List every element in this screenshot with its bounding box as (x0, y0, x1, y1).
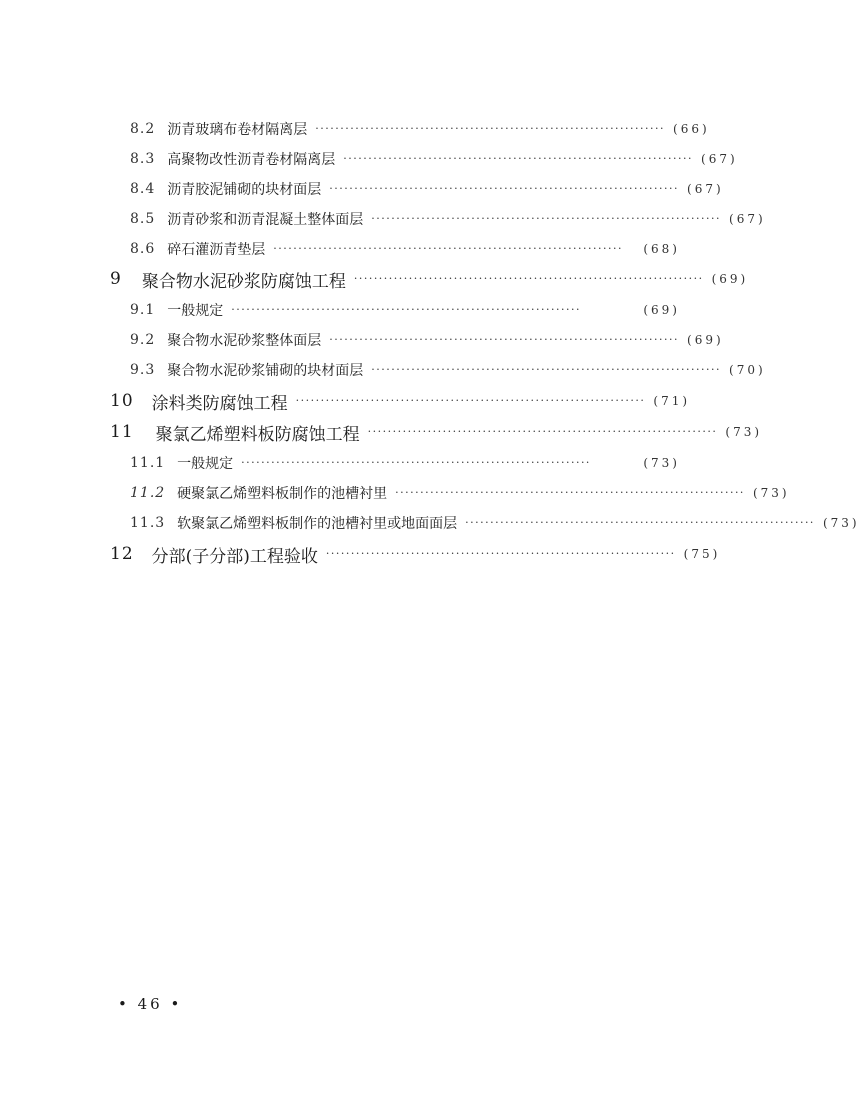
toc-entry-title: 沥青砂浆和沥青混凝土整体面层 (167, 212, 364, 228)
toc-entry-title: 聚合物水泥砂浆整体面层 (167, 333, 322, 349)
toc-entry-title: 聚氯乙烯塑料板防腐蚀工程 (155, 424, 360, 445)
toc-entry-page: (73) (752, 486, 790, 500)
leader-dots: ······································································ (329, 182, 680, 195)
leader-dots: ······································································ (343, 152, 694, 165)
leader-dots: ······································································ (241, 456, 591, 469)
toc-entry-title: 一般规定 (167, 303, 224, 319)
toc-entry-page: (69) (643, 303, 680, 317)
leader-dots: ······································································ (371, 363, 722, 376)
toc-entry-page: (69) (687, 333, 724, 347)
toc-entry-page: (70) (729, 363, 766, 377)
toc-entry-8-2[interactable] (0, 117, 754, 141)
toc-entry-11-3[interactable] (0, 511, 860, 535)
toc-entry-12[interactable] (0, 542, 754, 566)
toc-entry-number: 11.1 (130, 455, 166, 471)
toc-entry-number: 11.2 (130, 485, 166, 501)
toc-entry-10[interactable] (0, 389, 754, 413)
toc-entry-number: 8.2 (130, 121, 156, 137)
toc-entry-number: 11.3 (130, 515, 166, 531)
toc-entry-title: 高聚物改性沥青卷材隔离层 (167, 152, 336, 168)
toc-entry-page: (68) (643, 242, 680, 256)
toc-entry-page: (71) (653, 394, 691, 408)
leader-dots: ······································································ (465, 516, 815, 529)
leader-dots: ······································································ (367, 425, 718, 438)
toc-entry-title: 软聚氯乙烯塑料板制作的池槽衬里或地面面层 (177, 516, 458, 532)
toc-entry-number: 9.1 (130, 302, 156, 318)
leader-dots: ······································································ (325, 547, 676, 560)
leader-dots: ······································································ (371, 212, 722, 225)
toc-entry-9-2[interactable] (0, 328, 754, 352)
toc-entry-title: 聚合物水泥砂浆防腐蚀工程 (141, 271, 346, 292)
toc-entry-11-2[interactable] (0, 481, 790, 505)
toc-entry-number: 9.2 (130, 332, 156, 348)
leader-dots: ······································································ (315, 122, 666, 135)
toc-entry-page: (67) (687, 182, 724, 196)
toc-entry-11[interactable] (0, 420, 763, 445)
toc-entry-title: 沥青玻璃布卷材隔离层 (167, 122, 308, 138)
toc-entry-title: 沥青胶泥铺砌的块材面层 (167, 182, 322, 198)
toc-entry-8-4[interactable] (0, 177, 754, 201)
toc-entry-number: 10 (110, 391, 134, 411)
toc-entry-title: 涂料类防腐蚀工程 (151, 393, 288, 414)
toc-entry-8-5[interactable] (0, 207, 766, 231)
toc-entry-8-6[interactable] (0, 237, 754, 261)
toc-entry-page: (73) (725, 425, 763, 439)
leader-dots: ······································································ (353, 272, 704, 285)
leader-dots: ······································································ (329, 333, 680, 346)
toc-entry-page: (67) (729, 212, 766, 226)
toc-entry-page: (69) (711, 272, 749, 286)
toc-entry-number: 8.5 (130, 211, 156, 227)
toc-entry-title: 分部(子分部)工程验收 (151, 546, 318, 567)
toc-entry-number: 9.3 (130, 362, 156, 378)
toc-entry-title: 硬聚氯乙烯塑料板制作的池槽衬里 (177, 486, 388, 502)
toc-entry-title: 碎石灌沥青垫层 (167, 242, 266, 258)
toc-entry-number: 8.6 (130, 241, 156, 257)
leader-dots: ······································································ (273, 242, 624, 255)
toc-entry-number: 9 (110, 269, 122, 289)
toc-entry-9[interactable] (0, 267, 754, 291)
leader-dots: ······································································ (231, 303, 582, 316)
toc-entry-11-1[interactable] (0, 451, 754, 475)
toc-entry-page: (73) (643, 456, 680, 470)
toc-entry-page: (66) (673, 122, 710, 136)
toc-entry-title: 聚合物水泥砂浆铺砌的块材面层 (167, 363, 364, 379)
toc-entry-number: 8.3 (130, 151, 156, 167)
page-number: • 46 • (118, 995, 183, 1013)
toc-entry-number: 12 (110, 544, 134, 564)
toc-entry-page: (75) (683, 547, 721, 561)
toc-entry-title: 一般规定 (177, 456, 234, 472)
toc-entry-9-1[interactable] (0, 298, 754, 322)
toc-entry-8-3[interactable] (0, 147, 754, 171)
toc-entry-9-3[interactable] (0, 358, 766, 382)
toc-entry-number: 11 (110, 422, 134, 442)
toc-entry-number: 8.4 (130, 181, 156, 197)
toc-entry-page: (73) (822, 516, 860, 530)
toc-entry-page: (67) (701, 152, 738, 166)
leader-dots: ······································································ (295, 394, 646, 407)
leader-dots: ······································································ (395, 486, 745, 499)
